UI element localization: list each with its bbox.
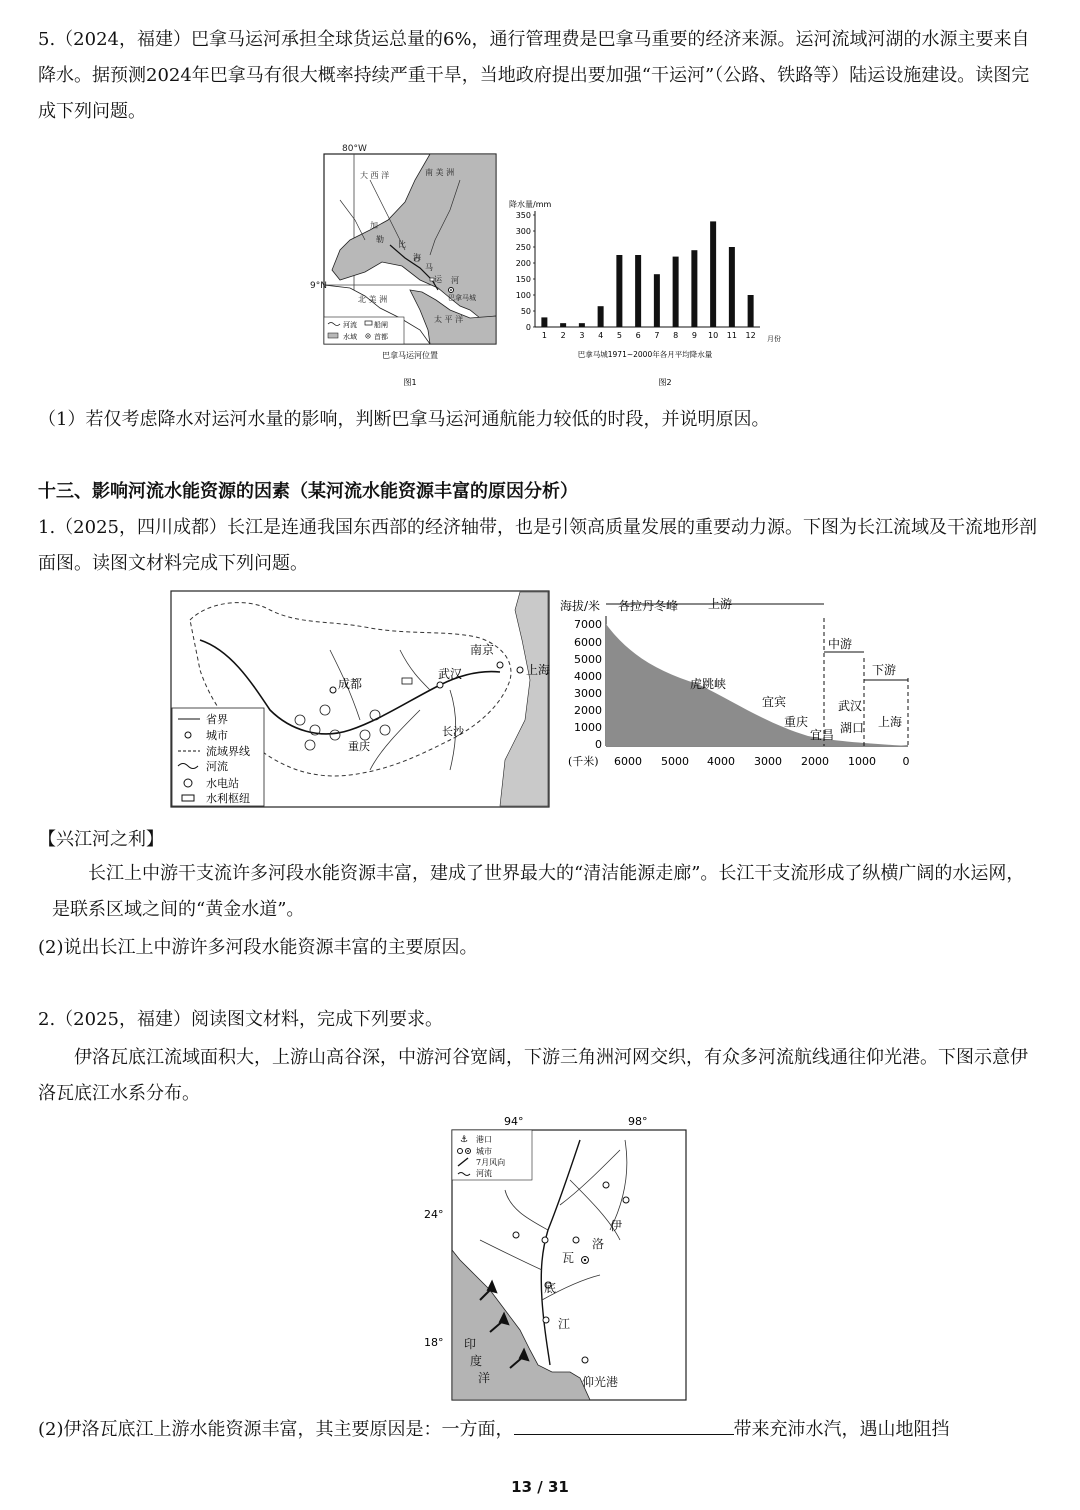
- profile-xtick-3000: 3000: [754, 755, 782, 768]
- chart-xtick-label: 5: [616, 331, 622, 340]
- profile-xunit: (千米): [568, 755, 599, 768]
- chart-xtick-label: 2: [560, 331, 566, 340]
- profile-place-chongqing: 重庆: [784, 715, 809, 729]
- profile-segment-lower: 下游: [872, 663, 897, 677]
- yangtze-legend-city: 城市: [206, 729, 228, 742]
- profile-ytick-1000: 1000: [574, 721, 602, 734]
- chart-xtick-label: 9: [691, 331, 697, 340]
- chart-xtick-label: 6: [635, 331, 641, 340]
- chart-xtick-label: 8: [673, 331, 679, 340]
- yangtze-legend-river: 河流: [206, 760, 228, 773]
- chart-bar: [654, 274, 660, 327]
- label-city: 巴拿马城: [448, 294, 476, 302]
- label-south-america: 南 美 洲: [425, 168, 455, 177]
- q2-material: 伊洛瓦底江流域面积大，上游山高谷深，中游河谷宽阔，下游三角洲河网交织，有众多河流航线通往仰光港。下图示意伊洛瓦底江水系分布。: [38, 1047, 1028, 1104]
- chart-bar: [541, 317, 547, 327]
- box-text: 长江上中游干支流许多河段水能资源丰富，建成了世界最大的“清洁能源走廊”。长江干支流形成了纵横广阔的水运网，是联系区域之间的“黄金水道”。: [52, 863, 1025, 920]
- chart-bar: [691, 250, 697, 327]
- profile-xtick-1000: 1000: [848, 755, 876, 768]
- profile-segment-middle: 中游: [828, 637, 853, 651]
- sea-char-du: 度: [470, 1354, 483, 1368]
- chart-xtick-label: 10: [708, 331, 719, 340]
- legend-water: 水域: [343, 333, 357, 341]
- chart-xtick-label: 12: [745, 331, 756, 340]
- legend-lock: 船闸: [374, 321, 388, 329]
- q5-question: （1）若仅考虑降水对运河水量的影响，判断巴拿马运河通航能力较低的时段，并说明原因。: [38, 409, 770, 430]
- profile-place-hutiaoxia: 虎跳峡: [690, 677, 727, 691]
- label-canal-d: 海: [413, 253, 421, 262]
- profile-ytick-5000: 5000: [574, 653, 602, 666]
- legend-river: 河流: [343, 321, 357, 329]
- irrawaddy-map: [420, 1110, 700, 1410]
- q5-text: 5.（2024，福建）巴拿马运河承担全球货运总量的6%，通行管理费是巴拿马重要的经济来源。运河流域河湖的水源主要来自降水。据预测2024年巴拿马有很大概率持续严重干旱，当地政府提出要加强“干运河”（公路、铁路等）陆运设施建设。读图完成下列问题。: [38, 29, 1030, 122]
- legend-capital: 首都: [374, 333, 388, 341]
- chart-bar: [579, 323, 585, 327]
- chart-ytick-label: 150: [515, 275, 531, 284]
- chart-xtick-label: 1: [541, 331, 547, 340]
- chart-bar: [710, 221, 716, 327]
- label-canal-a: 加: [370, 221, 378, 230]
- chart-ytick-label: 50: [520, 307, 531, 316]
- chart-bar: [729, 247, 735, 327]
- chart-bar: [616, 255, 622, 327]
- label-canal-b: 勒: [376, 235, 384, 244]
- yangtze-city-chengdu: 成都: [338, 677, 363, 691]
- river-char-luo: 洛: [592, 1237, 605, 1251]
- chart-ytick-label: 350: [515, 211, 531, 220]
- irrawaddy-lat1: 24°: [424, 1208, 444, 1221]
- irrawaddy-lon2: 98°: [628, 1115, 648, 1128]
- profile-ytick-3000: 3000: [574, 687, 602, 700]
- label-canal-c: 比: [398, 240, 406, 249]
- chart-bar: [598, 306, 604, 327]
- yangtze-city-shanghai: 上海: [526, 663, 550, 677]
- profile-place-yichang: 宜昌: [810, 728, 835, 742]
- label-canal-f: 运: [434, 275, 442, 284]
- river-char-yi: 伊: [610, 1219, 623, 1233]
- chart-xtick-label: 7: [654, 331, 660, 340]
- sea-char-yin: 印: [464, 1337, 477, 1351]
- sea-char-yang: 洋: [478, 1371, 491, 1385]
- irrawaddy-legend-anchor: ⚓: [460, 1135, 469, 1145]
- profile-place-hukou: 湖口: [840, 721, 865, 735]
- irrawaddy-legend-river: 河流: [476, 1169, 492, 1178]
- q1-question: (2)说出长江上中游许多河段水能资源丰富的主要原因。: [38, 937, 478, 958]
- chart-bar: [560, 323, 566, 327]
- profile-xtick-2000: 2000: [801, 755, 829, 768]
- irrawaddy-port-label: 仰光港: [582, 1375, 619, 1389]
- profile-xtick-5000: 5000: [661, 755, 689, 768]
- irrawaddy-legend-city: 城市: [476, 1147, 492, 1156]
- chart-xtick-label: 11: [726, 331, 737, 340]
- yangtze-legend-province: 省界: [206, 713, 228, 726]
- profile-xtick-0: 0: [902, 755, 910, 768]
- yangtze-legend-station: 水电站: [206, 777, 239, 790]
- map-lat-label: 9°N: [310, 281, 327, 291]
- chart-xlabel: 月份: [767, 335, 781, 343]
- q2-question-a: (2)伊洛瓦底江上游水能资源丰富，其主要原因是：一方面，: [38, 1419, 514, 1440]
- profile-segment-upper: 上游: [708, 597, 733, 611]
- q2-text: 2.（2025，福建）阅读图文材料，完成下列要求。: [38, 1009, 443, 1030]
- chart-ylabel: 降水量/mm: [509, 200, 552, 209]
- yangtze-city-changsha: 长沙: [442, 725, 464, 738]
- q2-question-b: 带来充沛水汽，遇山地阻挡: [733, 1419, 950, 1440]
- precip-chart: [505, 195, 785, 390]
- label-atlantic: 大 西 洋: [360, 171, 390, 180]
- irrawaddy-lon1: 94°: [504, 1115, 524, 1128]
- map-fig-no: 图1: [403, 378, 417, 387]
- label-canal-g: 河: [451, 276, 459, 285]
- irrawaddy-lat2: 18°: [424, 1336, 444, 1349]
- chart-ytick-label: 250: [515, 243, 531, 252]
- section-13-heading: 十三、影响河流水能资源的因素（某河流水能资源丰富的原因分析）: [38, 481, 578, 502]
- answer-blank[interactable]: [514, 1416, 734, 1435]
- yangtze-legend-basin: 流域界线: [206, 745, 250, 758]
- chart-caption: 巴拿马城1971~2000年各月平均降水量: [577, 350, 713, 359]
- profile-ytick-0: 0: [595, 738, 602, 751]
- page-number: 13 / 31: [511, 1478, 569, 1496]
- box-title: 【兴江河之利】: [38, 829, 164, 850]
- chart-bar: [748, 295, 754, 327]
- profile-ytick-2000: 2000: [574, 704, 602, 717]
- yangtze-map: [170, 590, 550, 808]
- q1-text: 1.（2025，四川成都）长江是连通我国东西部的经济轴带，也是引领高质量发展的重要动力源。下图为长江流域及干流地形剖面图。读图文材料完成下列问题。: [38, 517, 1037, 574]
- label-pacific: 太 平 洋: [434, 315, 464, 324]
- profile-peak: 各拉丹冬峰: [618, 599, 679, 613]
- profile-place-shanghai: 上海: [878, 715, 903, 729]
- irrawaddy-legend-wind: 7月风向: [476, 1158, 506, 1167]
- yangtze-profile: [558, 594, 918, 774]
- chart-ytick-label: 0: [525, 323, 531, 332]
- yangtze-city-wuhan: 武汉: [438, 667, 463, 681]
- map-lon-label: 80°W: [342, 144, 367, 154]
- river-char-jiang: 江: [558, 1317, 571, 1331]
- profile-ytick-7000: 7000: [574, 618, 602, 631]
- profile-xtick-4000: 4000: [707, 755, 735, 768]
- label-canal-e: 马: [425, 263, 433, 272]
- profile-ytick-6000: 6000: [574, 636, 602, 649]
- chart-bar: [673, 257, 679, 327]
- profile-xtick-6000: 6000: [614, 755, 642, 768]
- river-char-di: 底: [544, 1281, 557, 1295]
- river-char-wa: 瓦: [562, 1251, 575, 1265]
- yangtze-city-chongqing: 重庆: [348, 740, 370, 753]
- precip-chart-wrap: [505, 195, 785, 390]
- profile-ylabel: 海拔/米: [560, 599, 601, 613]
- map-caption: 巴拿马运河位置: [382, 351, 438, 360]
- profile-place-yibin: 宜宾: [762, 695, 787, 709]
- profile-place-wuhan: 武汉: [838, 699, 863, 713]
- chart-ytick-label: 300: [515, 227, 531, 236]
- panama-map: [310, 140, 510, 390]
- yangtze-legend-hub: 水利枢纽: [206, 792, 250, 805]
- label-north-america: 北 美 洲: [358, 295, 388, 304]
- chart-xtick-label: 3: [579, 331, 585, 340]
- profile-ytick-4000: 4000: [574, 670, 602, 683]
- irrawaddy-legend-port: 港口: [476, 1135, 492, 1144]
- chart-bar: [635, 255, 641, 327]
- chart-xtick-label: 4: [598, 331, 604, 340]
- chart-ytick-label: 200: [515, 259, 531, 268]
- chart-fig-no: 图2: [658, 378, 672, 387]
- yangtze-city-nanjing: 南京: [470, 643, 495, 657]
- q2-question: [38, 1412, 1042, 1448]
- chart-ytick-label: 100: [515, 291, 531, 300]
